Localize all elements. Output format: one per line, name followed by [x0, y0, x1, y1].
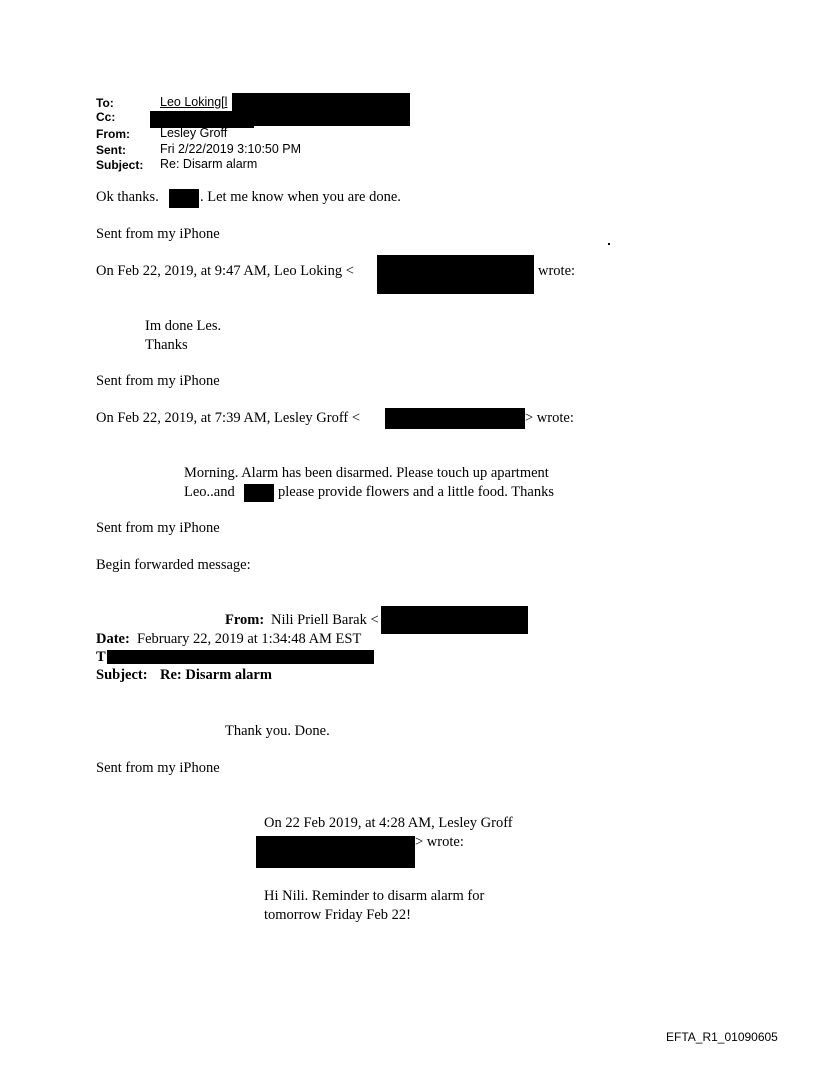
quote-line-before: Leo..and [184, 484, 235, 500]
redaction-box [244, 484, 274, 502]
redaction-box [256, 836, 415, 868]
redaction-box [385, 408, 525, 429]
quote-intro: On 22 Feb 2019, at 4:28 AM, Lesley Groff [264, 815, 513, 831]
quote-intro: On Feb 22, 2019, at 7:39 AM, Lesley Groff < [96, 410, 361, 426]
fwd-date-value: February 22, 2019 at 1:34:48 AM EST [137, 631, 362, 647]
signature: Sent from my iPhone [96, 760, 220, 776]
redaction-box [232, 93, 410, 126]
signature: Sent from my iPhone [96, 373, 220, 389]
quote-line: Morning. Alarm has been disarmed. Please touch up apartment [184, 465, 549, 481]
forwarded-heading: Begin forwarded message: [96, 557, 251, 573]
from-label: From: [96, 127, 130, 141]
quote-line: Thanks [145, 337, 188, 353]
message-line-after: . Let me know when you are done. [200, 189, 401, 205]
redaction-box [377, 255, 534, 294]
signature: Sent from my iPhone [96, 226, 220, 242]
quote-intro-after: wrote: [538, 263, 576, 279]
quote-line: tomorrow Friday Feb 22! [264, 907, 411, 923]
redaction-box [107, 650, 374, 664]
quote-line: Im done Les. [145, 318, 222, 334]
bates-number: EFTA_R1_01090605 [666, 1030, 778, 1044]
to-value: Leo Loking[l [160, 95, 228, 109]
from-value: Lesley Groff [160, 126, 228, 140]
quote-intro: On Feb 22, 2019, at 9:47 AM, Leo Loking < [96, 263, 354, 279]
fwd-to-fragment: T [96, 649, 106, 665]
sent-label: Sent: [96, 143, 126, 157]
redaction-box [381, 606, 528, 634]
cc-label: Cc: [96, 110, 116, 124]
stray-mark [608, 243, 610, 245]
subject-label: Subject: [96, 158, 144, 172]
fwd-date-label: Date: [96, 631, 130, 647]
subject-value: Re: Disarm alarm [160, 157, 258, 171]
quote-line-after: please provide flowers and a little food. Thanks [278, 484, 554, 500]
signature: Sent from my iPhone [96, 520, 220, 536]
sent-value: Fri 2/22/2019 3:10:50 PM [160, 142, 302, 156]
redaction-box [169, 189, 199, 208]
to-label: To: [96, 96, 114, 110]
fwd-body: Thank you. Done. [225, 723, 330, 739]
message-line-before: Ok thanks. [96, 189, 159, 205]
fwd-from-label: From: [225, 612, 265, 628]
quote-intro-after: > wrote: [525, 410, 574, 426]
quote-line: Hi Nili. Reminder to disarm alarm for [264, 888, 485, 904]
fwd-subject-value: Re: Disarm alarm [160, 667, 272, 683]
fwd-subject-label: Subject: [96, 667, 148, 683]
fwd-from-value: Nili Priell Barak < [271, 612, 379, 628]
quote-intro-after: > wrote: [415, 834, 464, 850]
